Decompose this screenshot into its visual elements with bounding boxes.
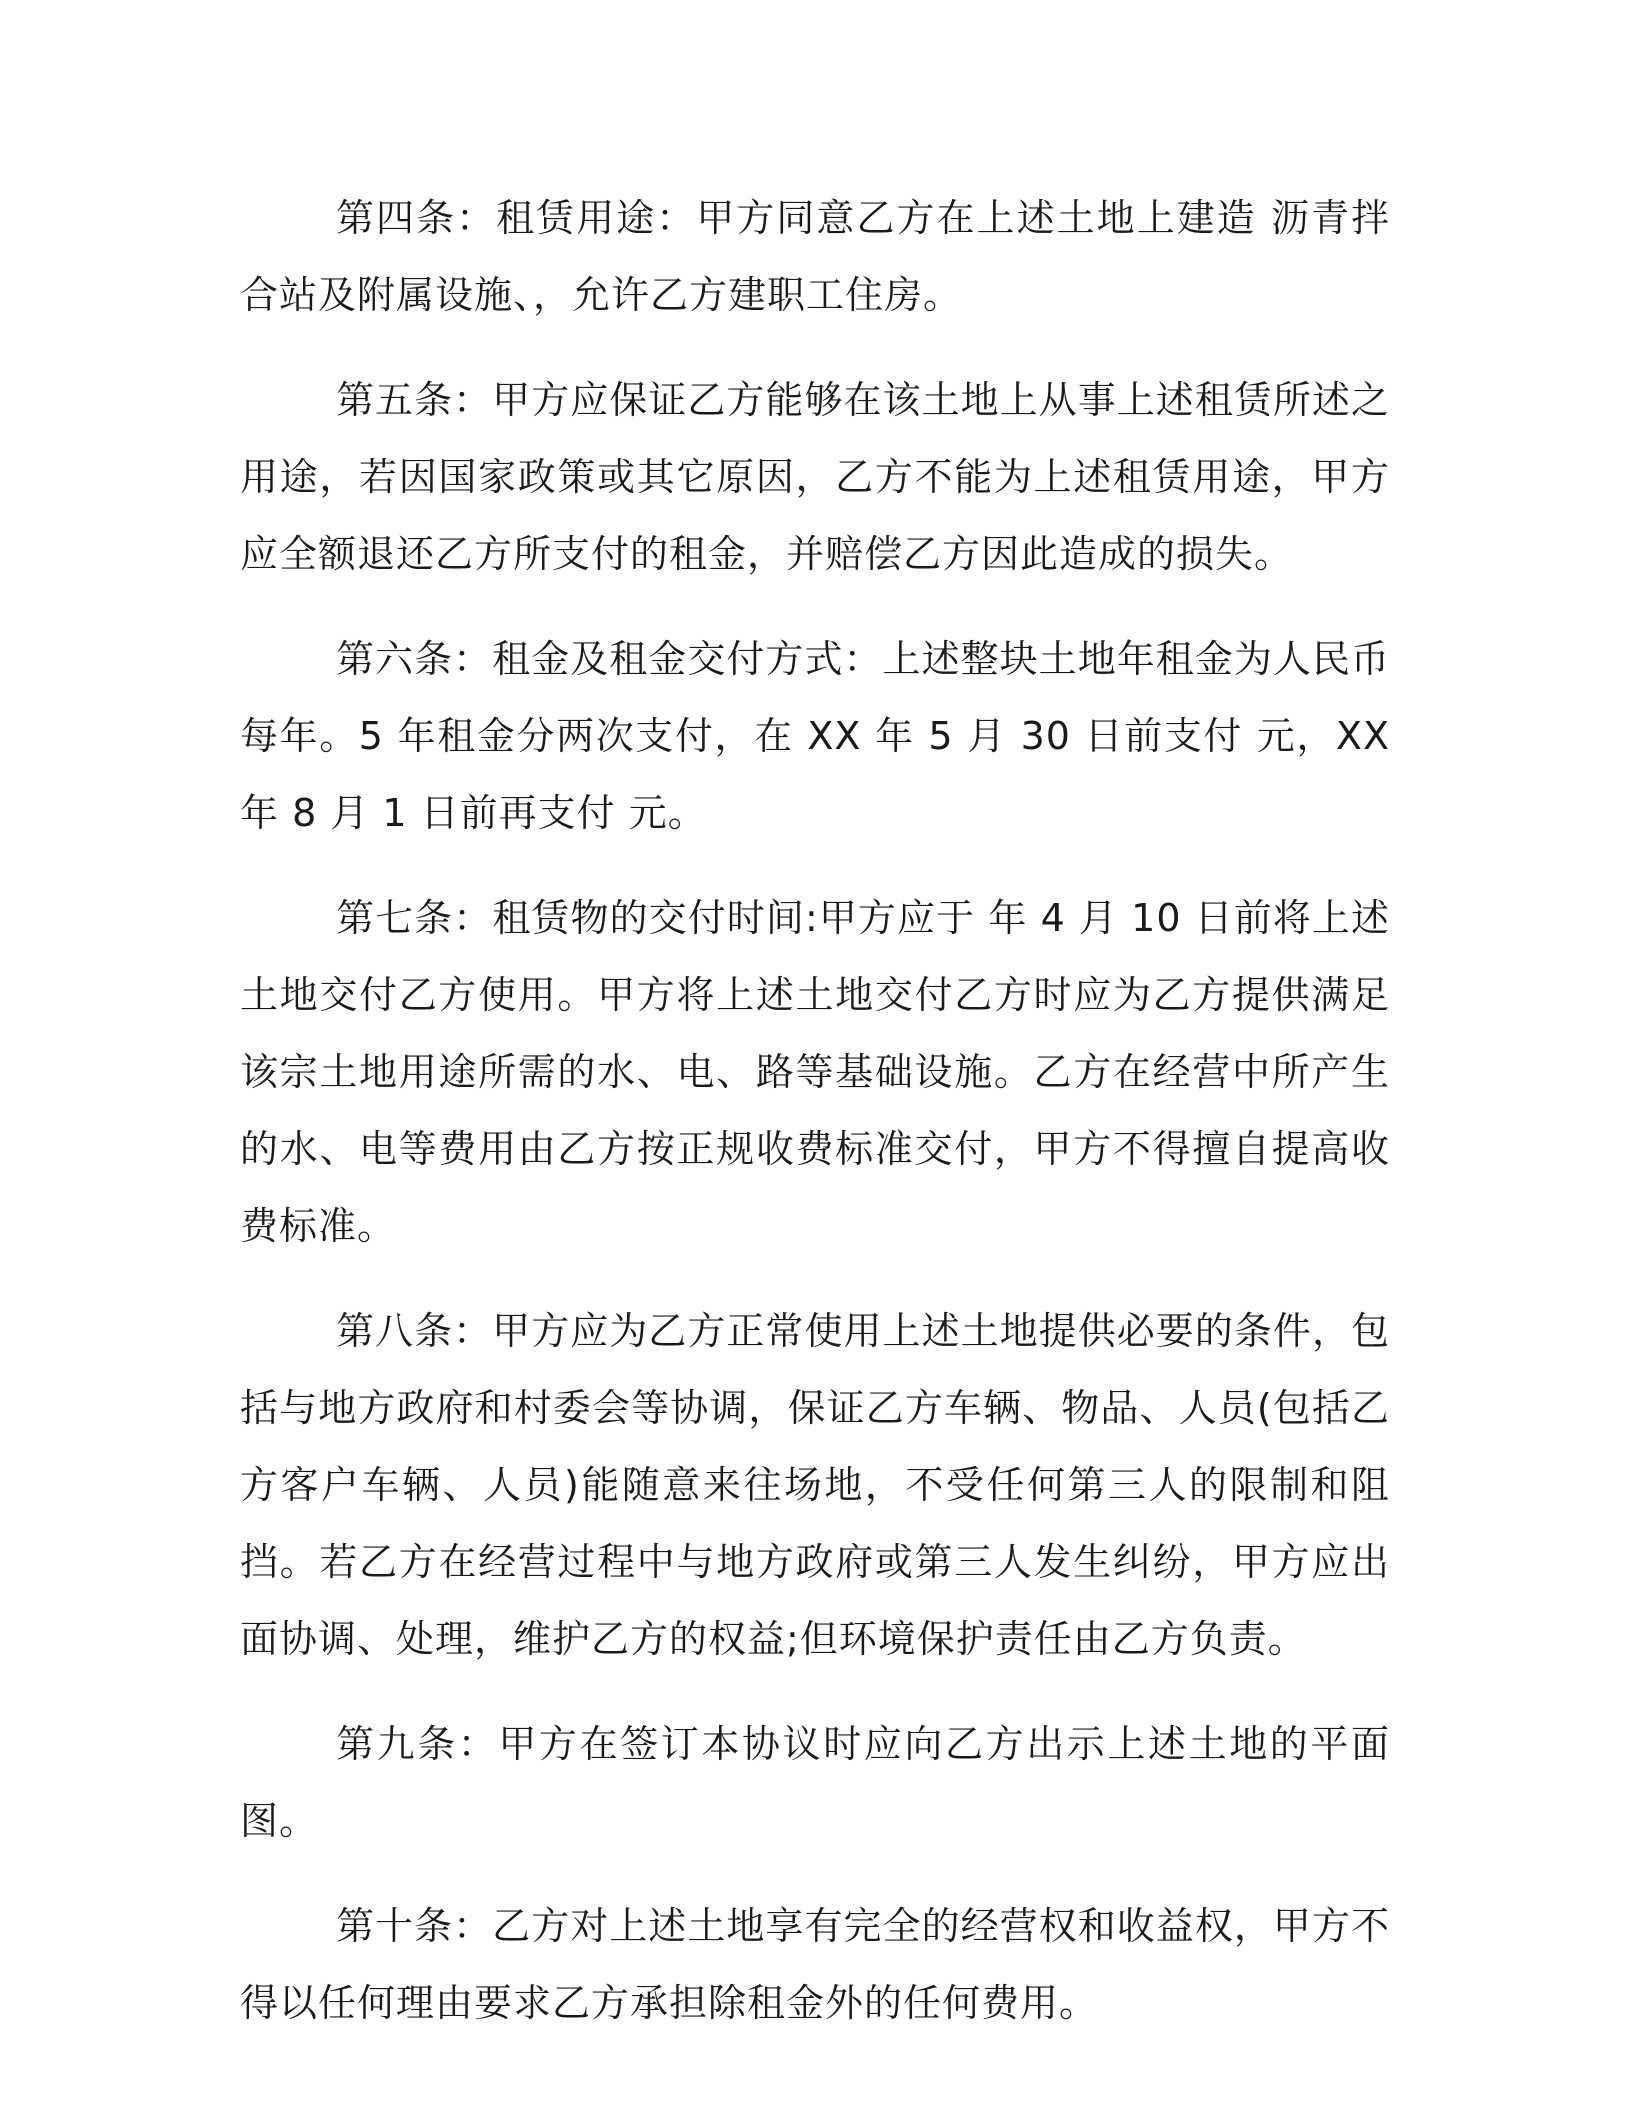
article-10: 第十条：乙方对上述土地享有完全的经营权和收益权，甲方不得以任何理由要求乙方承担除租金外的任何费用。 bbox=[240, 1904, 1390, 2025]
article-8: 第八条：甲方应为乙方正常使用上述土地提供必要的条件，包括与地方政府和村委会等协调，保证乙方车辆、物品、人员(包括乙方客户车辆、人员)能随意来往场地，不受任何第三人的限制和阻挡。若乙方在经营过程中与地方政府或第三人发生纠纷，甲方应出面协调、处理，维护乙方的权益;但环境保护责任由乙方负责。 bbox=[240, 1309, 1390, 1661]
article-5: 第五条：甲方应保证乙方能够在该土地上从事上述租赁所述之用途，若因国家政策或其它原因，乙方不能为上述租赁用途，甲方应全额退还乙方所支付的租金，并赔偿乙方因此造成的损失。 bbox=[240, 378, 1390, 576]
article-9: 第九条：甲方在签订本协议时应向乙方出示上述土地的平面图。 bbox=[240, 1722, 1390, 1843]
article-7: 第七条：租赁物的交付时间:甲方应于 年 4 月 10 日前将上述土地交付乙方使用。甲方将上述土地交付乙方时应为乙方提供满足该宗土地用途所需的水、电、路等基础设施。乙方在经营中所产生的水、电等费用由乙方按正规收费标准交付，甲方不得擅自提高收费标准。 bbox=[240, 896, 1390, 1248]
article-6: 第六条：租金及租金交付方式：上述整块土地年租金为人民币 每年。5 年租金分两次支付，在 XX 年 5 月 30 日前支付 元，XX 年 8 月 1 日前再支付 元。 bbox=[240, 637, 1390, 835]
article-4: 第四条：租赁用途：甲方同意乙方在上述土地上建造 沥青拌合站及附属设施、，允许乙方建职工住房。 bbox=[240, 196, 1390, 317]
document-body bbox=[240, 180, 1390, 2070]
